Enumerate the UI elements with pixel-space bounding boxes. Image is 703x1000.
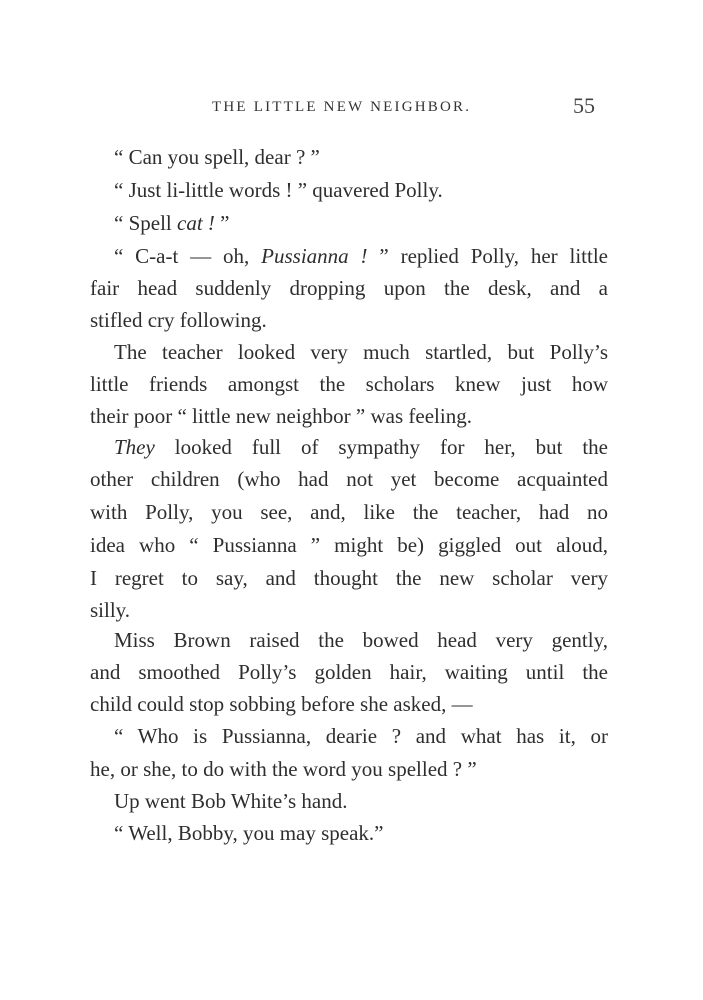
text-line-9: their poor “ little new neighbor ” was feeling. <box>90 404 472 428</box>
italic-text: They <box>114 435 155 459</box>
text-line-7: The teacher looked very much startled, but Polly’s <box>114 340 608 364</box>
text-line-11: other children (who had not yet become acquainted <box>90 467 608 491</box>
italic-text: cat ! <box>177 211 215 235</box>
text-span: ” <box>214 211 230 235</box>
text-line-8: little friends amongst the scholars knew just how <box>90 372 608 396</box>
page-number: 55 <box>573 93 595 118</box>
text-line-13: idea who “ Pussianna ” might be) giggled out aloud, <box>90 533 608 557</box>
text-line-21: Up went Bob White’s hand. <box>114 789 348 813</box>
italic-text: Pussianna ! <box>261 244 368 268</box>
text-span: “ Spell <box>114 211 177 235</box>
text-line-17: and smoothed Polly’s golden hair, waiting until the <box>90 660 608 684</box>
text-line-16: Miss Brown raised the bowed head very gently, <box>114 628 608 652</box>
text-line-19: “ Who is Pussianna, dearie ? and what has it, or <box>114 724 608 748</box>
text-line-18: child could stop sobbing before she asked, — <box>90 692 473 716</box>
text-line-1: “ Can you spell, dear ? ” <box>114 145 320 169</box>
text-line-15: silly. <box>90 598 131 622</box>
text-line-20: he, or she, to do with the word you spelled ? ” <box>90 757 477 781</box>
text-line-3 <box>114 211 229 235</box>
text-line-6: stifled cry following. <box>90 308 267 332</box>
text-line-10 <box>114 435 608 459</box>
text-line-2: “ Just li-little words ! ” quavered Polly. <box>114 178 443 202</box>
text-span: “ C-a-t — oh, <box>114 244 262 268</box>
text-line-4 <box>114 244 608 268</box>
running-title: THE LITTLE NEW NEIGHBOR. <box>212 99 472 115</box>
text-span: ” replied Polly, her little <box>367 244 608 268</box>
text-line-12: with Polly, you see, and, like the teacher, had no <box>90 500 608 524</box>
text-line-22: “ Well, Bobby, you may speak.” <box>114 821 384 845</box>
text-line-5: fair head suddenly dropping upon the desk, and a <box>90 276 608 300</box>
text-line-14: I regret to say, and thought the new scholar very <box>90 566 608 590</box>
text-span: looked full of sympathy for her, but the <box>154 435 608 459</box>
